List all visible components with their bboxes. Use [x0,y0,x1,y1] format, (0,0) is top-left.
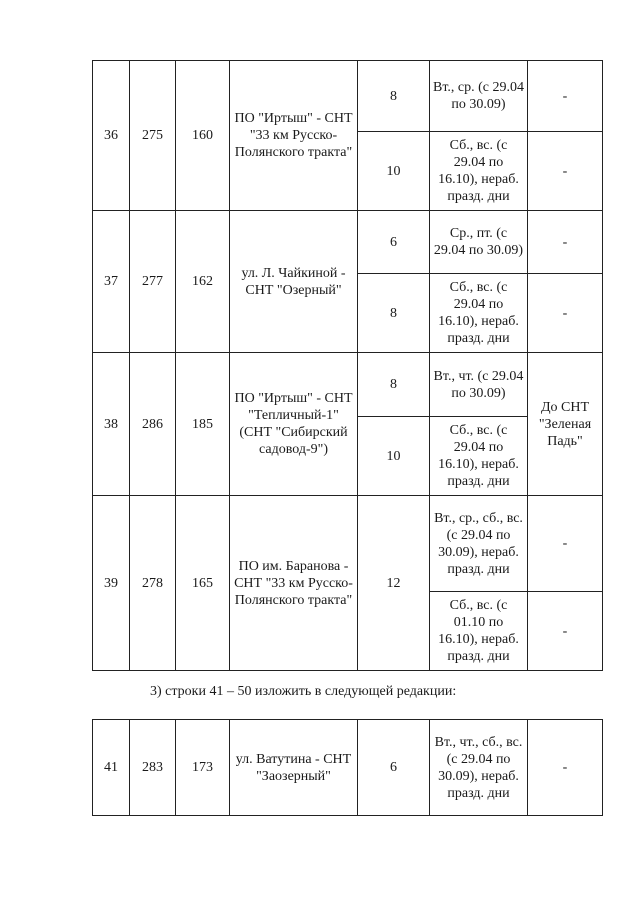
row-number: 39 [93,496,130,671]
trip-count: 6 [358,720,430,816]
route-path: ул. Ватутина - СНТ "Заозерный" [230,720,358,816]
route-number: 278 [130,496,176,671]
registry-number: 165 [176,496,230,671]
row-number: 38 [93,353,130,496]
table-row [93,720,603,816]
operating-days: Сб., вс. (с 29.04 по 16.10), нераб. празд. дни [430,274,528,353]
row-number: 36 [93,61,130,211]
schedule-table [92,60,603,671]
schedule-table-continued [92,719,603,816]
row-number: 37 [93,211,130,353]
registry-number: 185 [176,353,230,496]
route-number: 283 [130,720,176,816]
route-path: ПО "Иртыш" - СНТ "33 км Русско-Полянского тракта" [230,61,358,211]
route-number: 277 [130,211,176,353]
operating-days: Вт., ср. (с 29.04 по 30.09) [430,61,528,132]
operating-days: Сб., вс. (с 01.10 по 16.10), нераб. празд. дни [430,592,528,671]
trip-count: 8 [358,274,430,353]
trip-count: 10 [358,417,430,496]
operating-days: Сб., вс. (с 29.04 по 16.10), нераб. празд. дни [430,417,528,496]
operating-days: Ср., пт. (с 29.04 по 30.09) [430,211,528,274]
amendment-note: 3) строки 41 – 50 изложить в следующей редакции: [150,684,457,699]
trip-count: 8 [358,61,430,132]
table-row [93,353,603,417]
trip-count: 10 [358,132,430,211]
route-number: 286 [130,353,176,496]
table-row [93,211,603,274]
route-number: 275 [130,61,176,211]
note-cell: - [528,720,603,816]
route-path: ул. Л. Чайкиной - СНТ "Озерный" [230,211,358,353]
table-row [93,61,603,132]
operating-days: Вт., чт., сб., вс. (с 29.04 по 30.09), нераб. празд. дни [430,720,528,816]
registry-number: 160 [176,61,230,211]
operating-days: Вт., чт. (с 29.04 по 30.09) [430,353,528,417]
registry-number: 173 [176,720,230,816]
note-cell: - [528,132,603,211]
note-cell: - [528,592,603,671]
trip-count: 8 [358,353,430,417]
operating-days: Сб., вс. (с 29.04 по 16.10), нераб. празд. дни [430,132,528,211]
note-cell: - [528,211,603,274]
trip-count: 12 [358,496,430,671]
route-path: ПО им. Баранова - СНТ "33 км Русско-Полянского тракта" [230,496,358,671]
operating-days: Вт., ср., сб., вс. (с 29.04 по 30.09), нераб. празд. дни [430,496,528,592]
note-cell: - [528,274,603,353]
row-number: 41 [93,720,130,816]
note-cell: До СНТ "Зеленая Падь" [528,353,603,496]
note-cell: - [528,496,603,592]
registry-number: 162 [176,211,230,353]
table-row [93,496,603,592]
trip-count: 6 [358,211,430,274]
note-cell: - [528,61,603,132]
route-path: ПО "Иртыш" - СНТ "Тепличный-1" (СНТ "Сибирский садовод-9") [230,353,358,496]
